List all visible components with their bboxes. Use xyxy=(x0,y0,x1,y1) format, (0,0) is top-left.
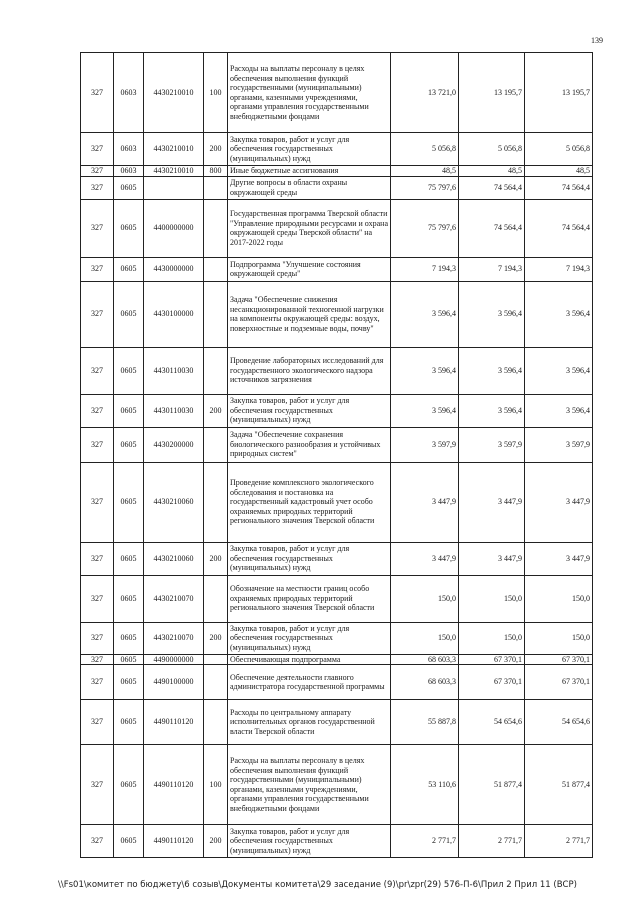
row-target-article: 4430210070 xyxy=(144,575,204,622)
row-expense-type xyxy=(204,575,228,622)
row-amount-2: 3 447,9 xyxy=(459,462,525,542)
table-row xyxy=(81,745,593,825)
row-ved-code: 327 xyxy=(81,53,114,133)
row-target-article xyxy=(144,176,204,199)
row-amount-3: 67 370,1 xyxy=(525,654,593,665)
row-amount-3: 51 877,4 xyxy=(525,745,593,825)
row-section-code: 0603 xyxy=(114,53,144,133)
row-ved-code: 327 xyxy=(81,199,114,257)
row-amount-1: 3 596,4 xyxy=(391,347,459,394)
row-expense-type: 800 xyxy=(204,166,228,177)
row-amount-2: 67 370,1 xyxy=(459,665,525,700)
table-row xyxy=(81,542,593,575)
row-ved-code: 327 xyxy=(81,825,114,858)
row-name: Обозначение на местности границ особо охраняемых природных территорий регионального значения Тверской области xyxy=(228,575,391,622)
row-name: Проведение комплексного экологического обследования и постановка на государственный кадастровый учет особо охраняемых природных территорий регионального значения Тверской области xyxy=(228,462,391,542)
row-expense-type xyxy=(204,176,228,199)
row-expense-type: 100 xyxy=(204,745,228,825)
row-name: Подпрограмма "Улучшение состояния окружающей среды" xyxy=(228,257,391,281)
row-amount-3: 3 447,9 xyxy=(525,462,593,542)
row-amount-2: 3 596,4 xyxy=(459,394,525,427)
footer-file-path: \\Fs01\комитет по бюджету\6 созыв\Документы комитета\29 заседание (9)\pr\zpr(29) 576-П-6\Прил 2 Прил 11 (ВСР) xyxy=(58,880,577,890)
row-expense-type xyxy=(204,427,228,462)
row-amount-1: 68 603,3 xyxy=(391,654,459,665)
row-ved-code: 327 xyxy=(81,176,114,199)
row-amount-2: 5 056,8 xyxy=(459,133,525,166)
row-name: Расходы на выплаты персоналу в целях обеспечения выполнения функций государственными (муниципальными) органами, казенными учреждениями, органами управления государственными внебюджетными фондами xyxy=(228,53,391,133)
table-row xyxy=(81,462,593,542)
row-name: Другие вопросы в области охраны окружающей среды xyxy=(228,176,391,199)
table-row xyxy=(81,622,593,654)
row-name: Закупка товаров, работ и услуг для обеспечения государственных (муниципальных) нужд xyxy=(228,825,391,858)
row-expense-type xyxy=(204,257,228,281)
row-amount-2: 54 654,6 xyxy=(459,700,525,745)
row-amount-2: 7 194,3 xyxy=(459,257,525,281)
table-row xyxy=(81,257,593,281)
row-expense-type xyxy=(204,199,228,257)
row-amount-1: 7 194,3 xyxy=(391,257,459,281)
row-expense-type: 200 xyxy=(204,825,228,858)
row-ved-code: 327 xyxy=(81,166,114,177)
row-expense-type: 200 xyxy=(204,622,228,654)
row-name: Проведение лабораторных исследований для государственного экологического надзора источников загрязнения xyxy=(228,347,391,394)
row-amount-3: 150,0 xyxy=(525,622,593,654)
row-amount-3: 5 056,8 xyxy=(525,133,593,166)
row-amount-2: 150,0 xyxy=(459,622,525,654)
row-target-article: 4430110030 xyxy=(144,394,204,427)
row-section-code: 0605 xyxy=(114,745,144,825)
row-section-code: 0605 xyxy=(114,700,144,745)
table-row xyxy=(81,347,593,394)
budget-table xyxy=(80,52,593,858)
row-amount-3: 3 596,4 xyxy=(525,281,593,347)
row-section-code: 0605 xyxy=(114,347,144,394)
row-amount-1: 3 597,9 xyxy=(391,427,459,462)
row-section-code: 0605 xyxy=(114,542,144,575)
row-ved-code: 327 xyxy=(81,347,114,394)
row-name: Расходы по центральному аппарату исполнительных органов государственной власти Тверской области xyxy=(228,700,391,745)
row-expense-type xyxy=(204,462,228,542)
table-row xyxy=(81,53,593,133)
row-section-code: 0605 xyxy=(114,199,144,257)
table-row xyxy=(81,825,593,858)
row-name: Закупка товаров, работ и услуг для обеспечения государственных (муниципальных) нужд xyxy=(228,542,391,575)
row-section-code: 0605 xyxy=(114,462,144,542)
row-amount-1: 48,5 xyxy=(391,166,459,177)
row-ved-code: 327 xyxy=(81,654,114,665)
row-ved-code: 327 xyxy=(81,622,114,654)
row-amount-3: 74 564,4 xyxy=(525,176,593,199)
row-amount-3: 3 596,4 xyxy=(525,347,593,394)
row-target-article: 4430210010 xyxy=(144,133,204,166)
row-amount-1: 53 110,6 xyxy=(391,745,459,825)
row-amount-3: 150,0 xyxy=(525,575,593,622)
row-amount-3: 3 596,4 xyxy=(525,394,593,427)
table-row xyxy=(81,427,593,462)
row-amount-3: 7 194,3 xyxy=(525,257,593,281)
row-target-article: 4490110120 xyxy=(144,700,204,745)
row-amount-3: 2 771,7 xyxy=(525,825,593,858)
table-row xyxy=(81,700,593,745)
row-section-code: 0605 xyxy=(114,281,144,347)
row-name: Закупка товаров, работ и услуг для обеспечения государственных (муниципальных) нужд xyxy=(228,133,391,166)
row-section-code: 0605 xyxy=(114,575,144,622)
row-amount-1: 3 596,4 xyxy=(391,281,459,347)
row-name: Иные бюджетные ассигнования xyxy=(228,166,391,177)
row-name: Обеспечивающая подпрограмма xyxy=(228,654,391,665)
row-ved-code: 327 xyxy=(81,665,114,700)
row-expense-type xyxy=(204,654,228,665)
row-section-code: 0605 xyxy=(114,825,144,858)
row-amount-2: 2 771,7 xyxy=(459,825,525,858)
row-amount-3: 54 654,6 xyxy=(525,700,593,745)
row-name: Государственная программа Тверской области "Управление природными ресурсами и охрана окружающей среды Тверской области" на 2017-2022 годы xyxy=(228,199,391,257)
table-row xyxy=(81,133,593,166)
row-section-code: 0605 xyxy=(114,622,144,654)
row-target-article: 4490110120 xyxy=(144,825,204,858)
row-ved-code: 327 xyxy=(81,462,114,542)
row-section-code: 0605 xyxy=(114,665,144,700)
row-expense-type xyxy=(204,347,228,394)
row-amount-2: 3 596,4 xyxy=(459,347,525,394)
row-amount-2: 48,5 xyxy=(459,166,525,177)
row-target-article: 4490110120 xyxy=(144,745,204,825)
row-ved-code: 327 xyxy=(81,700,114,745)
row-name: Расходы на выплаты персоналу в целях обеспечения выполнения функций государственными (муниципальными) органами, казенными учреждениями, органами управления государственными внебюджетными фондами xyxy=(228,745,391,825)
row-ved-code: 327 xyxy=(81,745,114,825)
row-expense-type xyxy=(204,665,228,700)
table-row xyxy=(81,166,593,177)
row-amount-1: 75 797,6 xyxy=(391,176,459,199)
row-name: Задача "Обеспечение сохранения биологического разнообразия и устойчивых природных систем" xyxy=(228,427,391,462)
row-section-code: 0605 xyxy=(114,394,144,427)
row-target-article: 4430110030 xyxy=(144,347,204,394)
row-section-code: 0603 xyxy=(114,133,144,166)
row-amount-1: 13 721,0 xyxy=(391,53,459,133)
row-amount-2: 3 447,9 xyxy=(459,542,525,575)
row-amount-3: 3 597,9 xyxy=(525,427,593,462)
row-amount-1: 150,0 xyxy=(391,622,459,654)
row-ved-code: 327 xyxy=(81,133,114,166)
table-row xyxy=(81,654,593,665)
row-target-article: 4430210060 xyxy=(144,462,204,542)
row-expense-type xyxy=(204,281,228,347)
row-section-code: 0605 xyxy=(114,427,144,462)
page-number: 139 xyxy=(591,36,603,45)
row-amount-2: 67 370,1 xyxy=(459,654,525,665)
table-row xyxy=(81,665,593,700)
table-row xyxy=(81,281,593,347)
row-name: Закупка товаров, работ и услуг для обеспечения государственных (муниципальных) нужд xyxy=(228,394,391,427)
row-ved-code: 327 xyxy=(81,575,114,622)
row-amount-2: 13 195,7 xyxy=(459,53,525,133)
row-target-article: 4430000000 xyxy=(144,257,204,281)
row-expense-type: 100 xyxy=(204,53,228,133)
table-row xyxy=(81,176,593,199)
table-row xyxy=(81,575,593,622)
row-ved-code: 327 xyxy=(81,427,114,462)
row-amount-2: 3 596,4 xyxy=(459,281,525,347)
table-row xyxy=(81,199,593,257)
row-target-article: 4430200000 xyxy=(144,427,204,462)
row-amount-3: 74 564,4 xyxy=(525,199,593,257)
row-target-article: 4430100000 xyxy=(144,281,204,347)
row-amount-2: 3 597,9 xyxy=(459,427,525,462)
row-amount-3: 48,5 xyxy=(525,166,593,177)
row-amount-3: 3 447,9 xyxy=(525,542,593,575)
row-amount-1: 3 447,9 xyxy=(391,542,459,575)
row-target-article: 4430210010 xyxy=(144,53,204,133)
row-target-article: 4490000000 xyxy=(144,654,204,665)
row-amount-2: 74 564,4 xyxy=(459,199,525,257)
row-amount-1: 3 596,4 xyxy=(391,394,459,427)
row-ved-code: 327 xyxy=(81,257,114,281)
row-expense-type: 200 xyxy=(204,542,228,575)
row-amount-1: 55 887,8 xyxy=(391,700,459,745)
row-name: Закупка товаров, работ и услуг для обеспечения государственных (муниципальных) нужд xyxy=(228,622,391,654)
row-expense-type: 200 xyxy=(204,133,228,166)
row-amount-1: 68 603,3 xyxy=(391,665,459,700)
row-amount-1: 150,0 xyxy=(391,575,459,622)
row-amount-2: 150,0 xyxy=(459,575,525,622)
row-target-article: 4430210060 xyxy=(144,542,204,575)
row-section-code: 0605 xyxy=(114,257,144,281)
row-target-article: 4400000000 xyxy=(144,199,204,257)
row-amount-1: 5 056,8 xyxy=(391,133,459,166)
row-amount-2: 51 877,4 xyxy=(459,745,525,825)
row-section-code: 0603 xyxy=(114,166,144,177)
row-section-code: 0605 xyxy=(114,654,144,665)
row-name: Обеспечение деятельности главного администратора государственной программы xyxy=(228,665,391,700)
row-amount-2: 74 564,4 xyxy=(459,176,525,199)
row-expense-type xyxy=(204,700,228,745)
row-expense-type: 200 xyxy=(204,394,228,427)
row-amount-1: 2 771,7 xyxy=(391,825,459,858)
row-amount-1: 3 447,9 xyxy=(391,462,459,542)
row-ved-code: 327 xyxy=(81,394,114,427)
row-target-article: 4490100000 xyxy=(144,665,204,700)
row-target-article: 4430210070 xyxy=(144,622,204,654)
row-amount-3: 13 195,7 xyxy=(525,53,593,133)
row-target-article: 4430210010 xyxy=(144,166,204,177)
row-ved-code: 327 xyxy=(81,281,114,347)
table-row xyxy=(81,394,593,427)
row-amount-3: 67 370,1 xyxy=(525,665,593,700)
row-ved-code: 327 xyxy=(81,542,114,575)
row-amount-1: 75 797,6 xyxy=(391,199,459,257)
row-section-code: 0605 xyxy=(114,176,144,199)
row-name: Задача "Обеспечение снижения несанкционированной техногенной нагрузки на компоненты окружающей среды: воздух, поверхностные и подземные воды, почву" xyxy=(228,281,391,347)
